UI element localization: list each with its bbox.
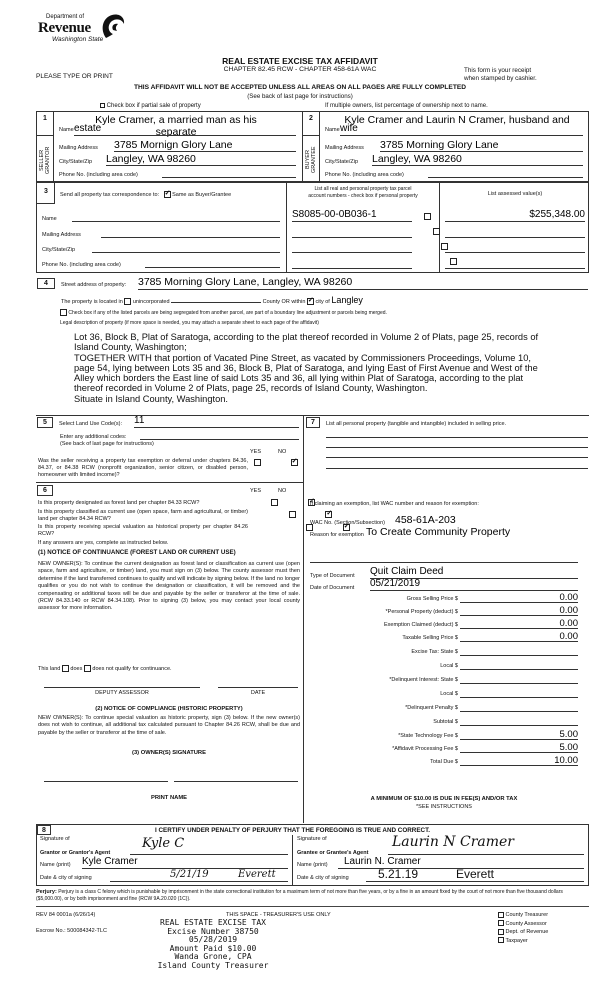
fee-value[interactable]: 5.00 (460, 729, 578, 740)
perjury-bold: Perjury: (36, 889, 57, 895)
parcel-number-4[interactable] (292, 259, 412, 269)
seller-phone-label: Phone No. (including area code) (59, 172, 138, 178)
assessed-value-3[interactable] (445, 243, 585, 253)
legal-line: page 54, lying between Lots 35 and 36, Block B, Plat of Saratoga, and lying East of First Avenue and West of the (74, 362, 538, 373)
legal-line: Alley which borders the East line of said Lots 35 and 36, all lying within Plat of Saratoga, according to the plat (74, 373, 524, 384)
city-value: Langley (331, 295, 363, 305)
legal-line: TOGETHER WITH that portion of Vacated Pine Street, as vacated by Commissioners Proceedings, Volume 10, (74, 352, 531, 363)
section-2 (302, 111, 589, 182)
fee-label: *Delinquent Interest: State $ (389, 677, 458, 683)
s5-yes-checkbox[interactable] (254, 459, 261, 466)
county-or-label: County OR within (262, 299, 306, 305)
parcel-header-2: account numbers - check box if personal property (308, 193, 418, 199)
copy-label: County Assessor (505, 920, 547, 927)
s6-question-2: Is this property classified as current use (open space, farm and agricultural, or timber) land per chapter 84.34 RCW? (38, 509, 248, 523)
personal-property-line-2[interactable] (326, 442, 588, 448)
seller-name-label: Name (59, 127, 74, 133)
s3-address-field[interactable] (101, 229, 280, 238)
warning-banner: THIS AFFIDAVIT WILL NOT BE ACCEPTED UNLESS ALL AREAS ON ALL PAGES ARE FULLY COMPLETED (133, 84, 467, 91)
copy-checkbox[interactable] (498, 920, 504, 926)
grantee-name-field[interactable]: Laurin N. Cramer (338, 856, 584, 869)
s6-if-yes: If any answers are yes, complete as instructed below. (38, 540, 169, 546)
located-row (61, 295, 363, 305)
notice-2-title: (2) NOTICE OF COMPLIANCE (HISTORIC PROPERTY) (95, 706, 243, 712)
fee-label: *Affidavit Processing Fee $ (392, 746, 458, 752)
fee-label: *Delinquent Penalty $ (405, 705, 458, 711)
doc-date-label: Date of Document (310, 585, 355, 591)
fee-label: *Personal Property (deduct) $ (385, 609, 458, 615)
buyer-label-2: GRANTEE (311, 146, 317, 174)
s6-question-3: Is this property receiving special valuation as historical property per chapter 84.26 RCW? (38, 524, 248, 538)
form-subtitle: CHAPTER 82.45 RCW - CHAPTER 458-61A WAC (223, 66, 377, 73)
section-6-number: 6 (37, 485, 53, 496)
s5-question: Was the seller receiving a property tax exemption or deferral under chapters 84.36, 84.37, or 84.38 RCW (nonprofit organization, senior citizen, or disabled person, homeowner with limited income)? (38, 458, 248, 479)
does-not-qualify-checkbox[interactable] (84, 665, 91, 672)
multiple-owners-note: If multiple owners, list percentage of ownership next to name. (325, 103, 488, 109)
section-8-number: 8 (37, 825, 51, 835)
reason-label: Reason for exemption (310, 532, 364, 538)
logo-dept: Department of (46, 14, 85, 20)
logo-state: Washington State (52, 36, 104, 43)
legal-line: Island County, Washington; (74, 342, 187, 353)
fee-label: Local $ (440, 663, 458, 669)
copy-item (498, 920, 548, 929)
parcel-personal-checkbox-2[interactable] (433, 228, 440, 235)
reason-value[interactable]: To Create Community Property (366, 526, 511, 538)
buyer-name-line2[interactable]: wife (340, 123, 583, 136)
assessor-date-line[interactable] (218, 680, 298, 688)
fee-label: *State Technology Fee $ (398, 733, 458, 739)
same-as-buyer-label: Same as Buyer/Grantee (172, 191, 232, 198)
copy-label: County Treasurer (505, 912, 549, 918)
copy-label: Dept. of Revenue (505, 929, 549, 935)
fee-label: Local $ (440, 691, 458, 697)
partial-sale-label: Check box if partial sale of property (106, 103, 201, 110)
parcel-header-1: List all real and personal property tax parcel (314, 186, 412, 192)
fee-label: Taxable Selling Price $ (402, 635, 458, 641)
receipt-note-2: when stamped by cashier. (464, 75, 537, 82)
s5-see-back: (See back of last page for instructions) (60, 441, 154, 447)
grantor-date-label: Date & city of signing (40, 875, 92, 881)
parcel-personal-checkbox-1[interactable] (424, 213, 431, 220)
personal-property-line-1[interactable] (326, 432, 588, 438)
assessed-value-4[interactable] (445, 259, 585, 269)
grantee-name-label: Name (print) (297, 862, 328, 868)
fee-value[interactable]: 0.00 (460, 631, 578, 642)
does-qualify-checkbox[interactable] (62, 665, 69, 672)
grantor-name-label: Name (print) (40, 862, 71, 868)
form-title: REAL ESTATE EXCISE TAX AFFIDAVIT (222, 56, 378, 66)
stamp-line: REAL ESTATE EXCISE TAX (160, 918, 266, 927)
copy-checkbox[interactable] (498, 937, 504, 943)
dor-logo (38, 12, 128, 56)
grantee-city: Everett (456, 867, 495, 881)
s3-address-label: Mailing Address (42, 232, 81, 238)
assessed-value-2[interactable] (445, 228, 585, 238)
s1-num-divider (36, 135, 54, 136)
seller-name-line2[interactable]: estate (74, 123, 296, 136)
parcel-number-3[interactable] (292, 243, 412, 253)
logo-swirl-icon (100, 12, 126, 40)
segregated-checkbox[interactable] (60, 309, 67, 316)
legal-description[interactable] (74, 332, 594, 404)
grantor-date-field[interactable] (110, 869, 288, 882)
escrow-number: Escrow No.: 500084342-TLC (36, 928, 107, 934)
unincorporated-checkbox[interactable] (124, 298, 131, 305)
street-address-label: Street address of property: (61, 282, 127, 288)
seller-label (39, 141, 53, 179)
s6-yes-header: YES (250, 488, 262, 494)
minimum-fee-note: A MINIMUM OF $10.00 IS DUE IN FEE(S) AND/OR TAX (370, 796, 518, 802)
notice-1-title: (1) NOTICE OF CONTINUANCE (FOREST LAND OR CURRENT USE) (38, 549, 236, 556)
stamp-line: 05/28/2019 (188, 935, 238, 945)
s3-name-field[interactable] (72, 213, 280, 222)
s3-phone-label: Phone No. (including area code) (42, 262, 121, 268)
continuance-row (38, 665, 172, 672)
reason-line[interactable] (310, 557, 578, 563)
please-type: PLEASE TYPE OR PRINT (36, 73, 113, 80)
fee-value[interactable]: 0.00 (460, 618, 578, 629)
parcel-number-2[interactable] (292, 228, 412, 238)
form-number: REV 84 0001a (6/26/14) (36, 912, 96, 918)
does-label: does (70, 665, 83, 672)
grantor-city: Everett (238, 869, 276, 880)
land-use-field[interactable]: 11 (134, 415, 299, 428)
buyer-address-label: Mailing Address (325, 145, 364, 151)
grantor-date: 5/21/19 (170, 869, 209, 880)
fee-label: Exemption Claimed (deduct) $ (384, 622, 458, 628)
grantee-sig-label-1: Signature of (297, 836, 327, 842)
total-due-value[interactable]: 10.00 (460, 755, 578, 766)
copy-checkbox[interactable] (498, 929, 504, 935)
grantor-sig-label-2: Grantor or Grantor's Agent (40, 850, 111, 856)
located-prefix: The property is located in (61, 299, 123, 305)
section-1 (36, 111, 302, 182)
seller-label-2: GRANTOR (45, 146, 51, 174)
section-1-number: 1 (43, 115, 47, 122)
s8-divider (292, 835, 293, 886)
this-land-label: This land (38, 665, 61, 672)
section-7-number: 7 (306, 417, 320, 428)
seller-address-label: Mailing Address (59, 145, 98, 151)
county-field[interactable] (171, 296, 261, 303)
buyer-phone-label: Phone No. (including area code) (325, 172, 404, 178)
grantor-sig-label-1: Signature of (40, 836, 70, 842)
section-3-number: 3 (44, 188, 48, 195)
s3-phone-field[interactable] (145, 259, 280, 268)
copy-item (498, 928, 548, 937)
fee-value[interactable] (460, 645, 578, 656)
seller-city-field[interactable]: Langley, WA 98260 (106, 153, 296, 166)
assessed-value-1[interactable]: $255,348.00 (445, 209, 585, 222)
section-3 (36, 182, 589, 273)
owner-signature-label: (3) OWNER(S) SIGNATURE (132, 750, 206, 756)
partial-sale-checkbox[interactable] (100, 103, 105, 108)
fee-value[interactable] (460, 687, 578, 698)
does-not-label: does not qualify for continuance. (92, 665, 172, 672)
send-correspondence-label: Send all property tax correspondence to: (60, 191, 160, 198)
stamp-line: Wanda Grone, CPA (174, 952, 252, 962)
assessed-header: List assessed value(s) (487, 191, 543, 197)
s2-num-divider (302, 135, 320, 136)
treasurer-only-label: THIS SPACE - TREASURER'S USE ONLY (226, 912, 331, 918)
s6-question-1: Is this property designated as forest land per chapter 84.33 RCW? (38, 500, 200, 506)
see-instructions: *SEE INSTRUCTIONS (416, 804, 472, 810)
personal-property-line-4[interactable] (326, 463, 588, 469)
personal-property-line-3[interactable] (326, 452, 588, 458)
partial-sale-row (100, 103, 201, 109)
wac-value[interactable]: 458-61A-203 (395, 514, 456, 526)
buyer-label (305, 141, 319, 179)
receipt-note-1: This form is your receipt (464, 67, 532, 74)
doc-type-field[interactable]: Quit Claim Deed (370, 566, 578, 579)
grantor-name-field[interactable]: Kyle Cramer (82, 856, 288, 869)
legal-line: thereof recorded in Volume 2 of Plats, page 25, records of Island County, Washington. (74, 383, 428, 394)
fee-value[interactable]: 0.00 (460, 605, 578, 616)
s5-bottom-rule (36, 482, 304, 483)
copy-label: Taxpayer (505, 937, 528, 944)
deputy-assessor-label: DEPUTY ASSESSOR (95, 690, 149, 696)
s5-top-rule (36, 415, 589, 416)
s6-no-header: NO (278, 488, 287, 494)
s5-7-divider (303, 415, 304, 823)
buyer-name-line1: Kyle Cramer and Laurin N Cramer, husband and (344, 114, 570, 126)
copy-checkbox[interactable] (498, 912, 504, 918)
same-as-buyer-checkbox[interactable] (164, 191, 171, 198)
fee-value[interactable] (460, 659, 578, 670)
certify-statement: I CERTIFY UNDER PENALTY OF PERJURY THAT THE FOREGOING IS TRUE AND CORRECT. (155, 827, 430, 834)
fee-value[interactable] (460, 715, 578, 726)
seller-name-line1: Kyle Cramer, a married man as his separate (95, 114, 257, 138)
buyer-city-label: City/State/Zip (325, 159, 359, 165)
segregated-row (60, 309, 387, 316)
fee-value[interactable] (460, 673, 578, 684)
owner-signature-line-1[interactable] (44, 776, 168, 782)
see-back-note: (See back of last page for instructions) (247, 93, 353, 100)
s6-q1-yes-checkbox[interactable] (271, 499, 278, 506)
buyer-label-1: BUYER (305, 150, 311, 170)
s5-yes-header: YES (250, 449, 262, 455)
doc-date-field[interactable]: 05/21/2019 (370, 578, 578, 591)
parcel-number-1[interactable]: S8085-00-0B036-1 (292, 209, 412, 222)
fee-value[interactable]: 5.00 (460, 742, 578, 753)
seller-city-label: City/State/Zip (59, 159, 93, 165)
additional-codes-field[interactable] (140, 431, 299, 440)
fee-label: Gross Selling Price $ (406, 596, 458, 602)
stamp-line: Excise Number 38750 (167, 926, 259, 936)
buyer-phone-field[interactable] (428, 169, 583, 178)
s3-name-label: Name (42, 216, 57, 222)
s5-no-checkbox[interactable] (291, 459, 298, 466)
section-4-number: 4 (37, 278, 55, 289)
grantee-date-label: Date & city of signing (297, 875, 349, 881)
city-of-label: city of (315, 299, 330, 305)
treasurer-stamp (148, 919, 278, 971)
grantee-date: 5.21.19 (378, 867, 419, 881)
street-address-field[interactable]: 3785 Morning Glory Lane, Langley, WA 98260 (138, 276, 588, 290)
grantee-signature[interactable]: Laurin N Cramer (388, 834, 584, 855)
seller-label-1: SELLER (39, 149, 45, 171)
section-5-number: 5 (37, 417, 53, 428)
buyer-name-label: Name (325, 127, 340, 133)
s5-no-header: NO (278, 449, 287, 455)
s3-city-label: City/State/Zip (42, 247, 76, 253)
additional-codes-label: Enter any additional codes: (60, 434, 127, 440)
footer-rule (36, 906, 589, 907)
stamp-line: Amount Paid $10.00 (169, 943, 257, 953)
copy-item (498, 937, 548, 946)
personal-property-label: List all personal property (tangible and intangible) included in selling price. (326, 421, 507, 427)
exemption-label: If claiming an exemption, list WAC number and reason for exemption: (310, 501, 479, 507)
fee-label: Total Due $ (430, 759, 458, 765)
wac-label: WAC No. (Section/Subsection) (310, 520, 385, 526)
fee-value[interactable]: 0.00 (460, 592, 578, 603)
seller-phone-field[interactable] (162, 169, 296, 178)
seller-address-field[interactable]: 3785 Mornign Glory Lane (114, 139, 296, 152)
s6-q2-no-checkbox[interactable] (325, 511, 332, 518)
stamp-line: Island County Treasurer (157, 960, 269, 970)
fee-value[interactable] (460, 701, 578, 712)
legal-line: Lot 36, Block B, Plat of Saratoga, according to the plat thereof recorded in Volume 2 of Plats, page 25, records of (74, 332, 539, 342)
doc-type-label: Type of Document (310, 573, 355, 579)
assessor-date-label: DATE (250, 690, 266, 696)
perjury-text: Perjury is a class C felony which is punishable by imprisonment in the state correctional institution for a maximum term of not more than five years, or by a fine in an amount fixed by the court of not more than five thousand dollars ($5,000.00), or by both imprisonment and fine (RCW 9A.20.020 (1C)). (36, 889, 563, 902)
send-correspondence-row (60, 191, 231, 198)
legal-description-label: Legal description of property (if more space is needed, you may attach a separate sheet to each page of the affidavit) (60, 320, 319, 326)
notice-2-text: NEW OWNER(S): To continue special valuation as historic property, sign (3) below. If the new owner(s) does not wish to continue, all additional tax calculated pursuant to Chapter 84.26 RCW, shall be due and payable by the seller or transferor at the time of sale. (38, 715, 300, 736)
section-2-number: 2 (309, 115, 313, 122)
unincorporated-label: unincorporated (132, 299, 170, 305)
s6-q2-yes-checkbox[interactable] (289, 511, 296, 518)
notice-1-text: NEW OWNER(S): To continue the current designation as forest land or classification as current use (open space, farm and agriculture, or timber) land, you must sign on (3) below. The county assessor must then determine if the land transferred continues to qualify and will indicate by signing below. If the land no longer qualifies or you do not wish to continue the designation or classification, it will be removed and the compensating or additional taxes will be due and payable by the seller or transferor at the time of sale. (RCW 84.33.140 or RCW 84.34.108). Prior to signing (3) below, you may contact your local county assessor for more information. (38, 561, 300, 612)
fee-label: Excise Tax: State $ (411, 649, 458, 655)
owner-signature-line-2[interactable] (174, 776, 298, 782)
grantee-date-field[interactable] (366, 867, 584, 882)
copies-list (498, 911, 548, 945)
buyer-city-field[interactable]: Langley, WA 98260 (372, 153, 583, 166)
land-use-label: Select Land Use Code(s): (59, 421, 122, 427)
segregated-label: Check box if any of the listed parcels are being segregated from another parcel, are part of a boundary line adjustment or parcels being merged. (68, 309, 387, 316)
buyer-address-field[interactable]: 3785 Morning Glory Lane (380, 139, 583, 152)
print-name-label: PRINT NAME (150, 795, 188, 801)
logo-name: Revenue (38, 20, 91, 36)
city-checkbox[interactable] (307, 298, 314, 305)
fee-label: Subtotal $ (433, 719, 458, 725)
s3-city-field[interactable] (92, 244, 280, 253)
perjury-notice (36, 889, 589, 903)
legal-line: Situate in Island County, Washington. (74, 393, 229, 404)
grantor-signature[interactable]: Kyle C (130, 836, 288, 855)
copy-item (498, 911, 548, 920)
deputy-assessor-line[interactable] (44, 680, 200, 688)
grantee-sig-label-2: Grantee or Grantee's Agent (297, 850, 369, 856)
